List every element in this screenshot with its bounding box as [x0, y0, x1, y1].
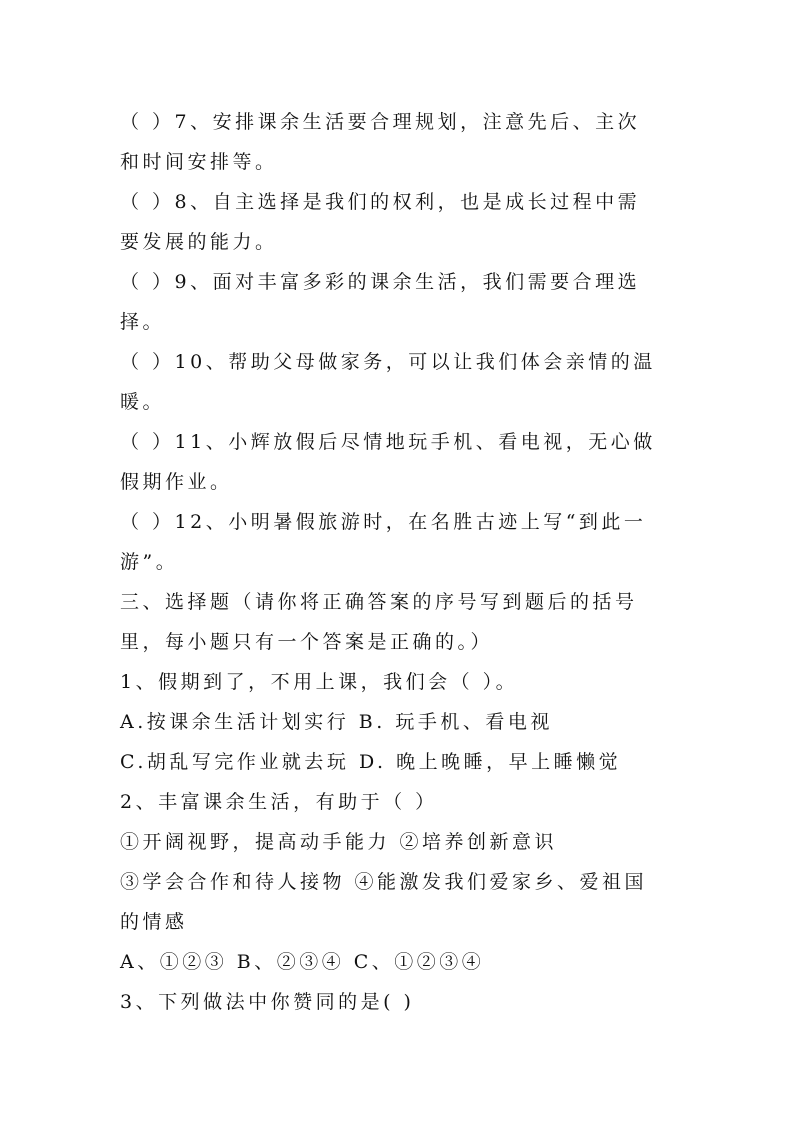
text-line-q7-part1: （ ）7、安排课余生活要合理规划，注意先后、主次	[120, 111, 641, 133]
choice-statements-2a: ①开阔视野，提高动手能力 ②培养创新意识	[120, 831, 558, 853]
section-heading-part1: 三、选择题（请你将正确答案的序号写到题后的括号	[120, 591, 638, 613]
text-line-q10-part1: （ ）10、帮助父母做家务，可以让我们体会亲情的温	[120, 351, 656, 373]
text-line-q12-part2: 游”。	[120, 551, 179, 573]
choice-statements-2c: 的情感	[120, 911, 188, 933]
choice-statements-2b: ③学会合作和待人接物 ④能激发我们爱家乡、爱祖国	[120, 871, 648, 893]
choice-options-1b: C.胡乱写完作业就去玩 D. 晚上晚睡，早上睡懒觉	[120, 751, 622, 773]
text-line-q9-part1: （ ）9、面对丰富多彩的课余生活，我们需要合理选	[120, 271, 641, 293]
choice-question-1: 1、假期到了，不用上课，我们会（ ）。	[120, 671, 519, 693]
question-text-block	[120, 102, 676, 1022]
text-line-q12-part1: （ ）12、小明暑假旅游时，在名胜古迹上写“到此一	[120, 511, 647, 533]
text-line-q10-part2: 暖。	[120, 391, 166, 413]
choice-question-2: 2、丰富课余生活，有助于（ ）	[120, 791, 438, 813]
choice-question-3: 3、下列做法中你赞同的是( )	[120, 991, 415, 1013]
text-line-q9-part2: 择。	[120, 311, 166, 333]
text-line-q8-part2: 要发展的能力。	[120, 231, 278, 253]
choice-options-1a: A.按课余生活计划实行 B. 玩手机、看电视	[120, 711, 553, 733]
text-line-q11-part1: （ ）11、小辉放假后尽情地玩手机、看电视，无心做	[120, 431, 656, 453]
text-line-q11-part2: 假期作业。	[120, 471, 233, 493]
text-line-q7-part2: 和时间安排等。	[120, 151, 278, 173]
choice-options-2: A、①②③ B、②③④ C、①②③④	[120, 951, 485, 973]
text-line-q8-part1: （ ）8、自主选择是我们的权利，也是成长过程中需	[120, 191, 641, 213]
section-heading-part2: 里，每小题只有一个答案是正确的。）	[120, 631, 494, 653]
